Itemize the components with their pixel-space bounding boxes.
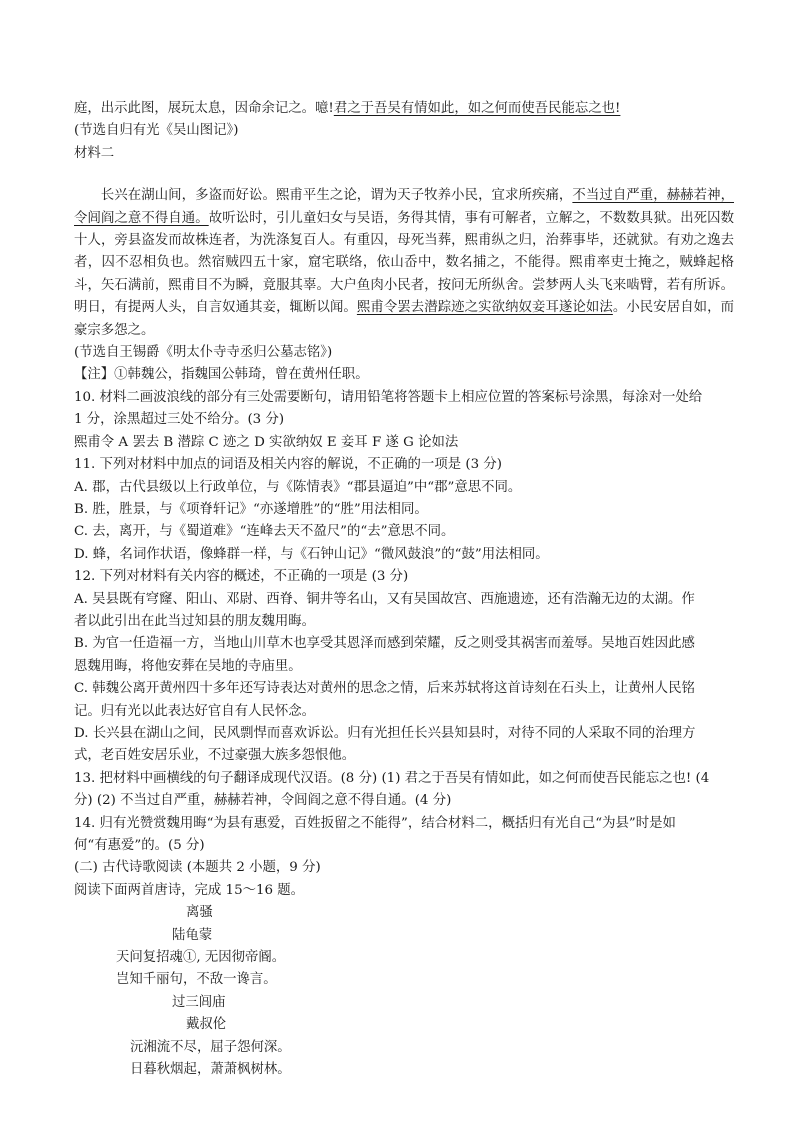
material2-paragraph [74, 185, 734, 342]
poem-1-title: 离骚 [186, 905, 213, 921]
section-2-heading: (二) 古代诗歌阅读 (本题共 2 小题，9 分) [74, 860, 321, 876]
question-14-line1: 14. 归有光赞赏魏用晦“为县有惠爱，百姓扳留之不能得”，结合材料二，概括归有光自己“为县”时是如 [74, 815, 676, 831]
poem-2-line-2: 日暮秋烟起，萧萧枫树林。 [130, 1062, 291, 1078]
material1-text: 庭，出示此图，展玩太息，因命余记之。噫! [74, 101, 334, 116]
document-page [74, 98, 734, 1081]
poem-2-author: 戴叔伦 [186, 1017, 227, 1033]
question-11: 11. 下列对材料中加点的词语及相关内容的解说，不正确的一项是 (3 分) [74, 457, 502, 473]
question-12-option-b-line1: B. 为官一任造福一方，当地山川草木也享受其恩泽而感到荣耀，反之则受其祸害而羞辱。吴地百姓因此感 [74, 636, 695, 652]
question-10-line2: 1 分，涂黑超过三处不给分。(3 分) [74, 412, 285, 428]
wavy-line-sentence: 熙甫令罢去潜踪迹之实欲纳奴妾耳遂论如法 [356, 300, 613, 316]
question-12-option-c-line2: 记。归有光以此表达好官自有人民怀念。 [74, 703, 316, 719]
material1-source: (节选自归有光《吴山图记》) [74, 123, 239, 139]
question-13-line1: 13. 把材料中画横线的句子翻译成现代汉语。(8 分) (1) 君之于吾吴有情如此，如之何而使吾民能忘之也! (4 [74, 770, 710, 786]
question-12-option-b-line2: 恩魏用晦，将他安葬在吴地的寺庙里。 [74, 658, 302, 674]
question-11-option-a: A. 郡，古代县级以上行政单位，与《陈情表》“郡县逼迫”中“郡”意思不同。 [74, 479, 522, 495]
underlined-sentence-2: 不当过自严重，赫赫若神，令闾阎之意不得自通。 [74, 188, 734, 226]
question-12-option-d-line1: D. 长兴县在湖山之间，民风剽悍而喜欢诉讼。归有光担任长兴县知县时，对待不同的人采取不同的治理方 [74, 725, 696, 741]
question-14-line2: 何“有惠爱”的。(5 分) [74, 838, 205, 853]
question-13-line2: 分) (2) 不当过自严重，赫赫若神，令闾阎之意不得自通。(4 分) [74, 793, 452, 809]
material2-text-b: 故听讼时，引儿童妇女与吴语，务得其情，事有可解者，立解之，不数数具狱。出死囚数十人，旁县盗发而故株连者，为洗涤复百人。有重囚，母死当葬，熙甫纵之归，治葬事毕，还就狱。有劝之逸去者，囚不忍相负也。然宿贼四五十家，窟宅联络，依山岙中，数名捕之，不能得。熙甫率吏士掩之，贼蜂起格斗，矢石满前，熙甫目不为瞬，竟服其辜。大户鱼肉小民者，按问无所纵舍。尝梦两人头飞来啮臂，若有所诉。明日，有提两人头，自言奴通其妾，辄断以闻。 [74, 210, 735, 316]
underlined-sentence-1: 君之于吾吴有情如此，如之何而使吾民能忘之也! [333, 101, 621, 116]
question-11-option-d: D. 蜂，名词作状语，像蜂群一样，与《石钟山记》“微风鼓浪”的“鼓”用法相同。 [74, 546, 549, 562]
question-10-options: 熙甫令 A 罢去 B 潜踪 C 迹之 D 实欲纳奴 E 妾耳 F 遂 G 论如法 [74, 434, 459, 450]
question-11-option-c: C. 去，离开，与《蜀道难》“连峰去天不盈尺”的“去”意思不同。 [74, 524, 455, 540]
poem-2-title: 过三闾庙 [172, 994, 226, 1010]
section-2-instruction: 阅读下面两首唐诗，完成 15～16 题。 [74, 882, 305, 898]
question-12: 12. 下列对材料有关内容的概述，不正确的一项是 (3 分) [74, 569, 409, 585]
material1-closing-line [74, 98, 734, 120]
spacer [74, 165, 734, 185]
question-10-line1: 10. 材料二画波浪线的部分有三处需要断句，请用铅笔将答题卡上相应位置的答案标号涂黑，每涂对一处给 [74, 389, 703, 405]
question-11-option-b: B. 胜，胜景，与《项脊轩记》“亦遂增胜”的“胜”用法相同。 [74, 501, 428, 517]
question-12-option-c-line1: C. 韩魏公离开黄州四十多年还写诗表达对黄州的思念之情，后来苏轼将这首诗刻在石头上，让黄州人民铭 [74, 681, 695, 697]
poem-1-line-1: 天问复招魂①, 无因彻帝阍。 [116, 950, 286, 966]
poem-1-author: 陆龟蒙 [172, 927, 213, 943]
annotation-note: 【注】①韩魏公，指魏国公韩琦，曾在黄州任职。 [74, 367, 369, 383]
material2-text-c: 。小民安居自如，而豪宗多怨之。 [74, 300, 735, 338]
material2-heading: 材料二 [74, 145, 115, 161]
material2-text-a: 长兴在湖山间，多盗而好讼。熙甫平生之论，谓为天子牧养小民，宜求所疾痛， [100, 188, 573, 204]
question-12-option-a-line1: A. 吴县既有穹窿、阳山、邓尉、西脊、铜井等名山，又有吴国故宫、西施遗迹，还有浩瀚无边的太湖。作 [74, 591, 695, 607]
poem-2-line-1: 沅湘流不尽，屈子怨何深。 [130, 1039, 291, 1055]
poem-1-line-2: 岂知千丽句，不敌一谗言。 [116, 972, 277, 988]
material2-source: (节选自王锡爵《明太仆寺寺丞归公墓志铭》) [74, 345, 333, 361]
question-12-option-d-line2: 式，老百姓安居乐业，不过豪强大族多怨恨他。 [74, 748, 356, 764]
question-12-option-a-line2: 者以此引出在此当过知县的朋友魏用晦。 [74, 613, 316, 629]
